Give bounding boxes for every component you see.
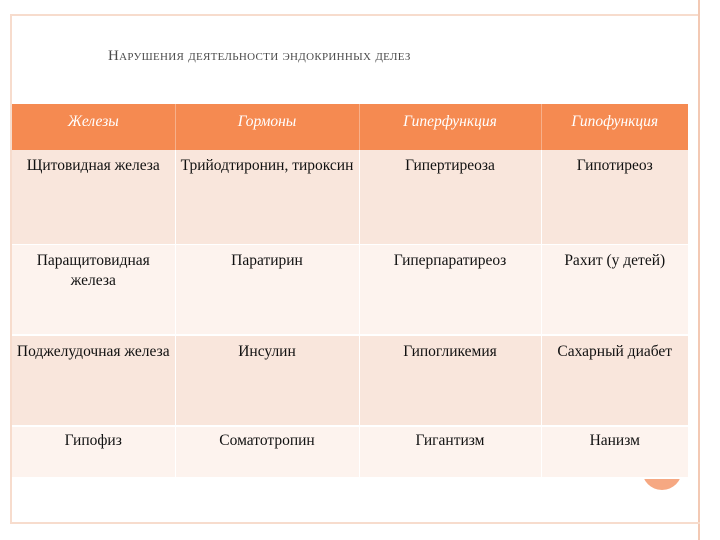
cell-hyperfunction: Гигантизм xyxy=(359,426,541,478)
cell-hyperfunction: Гиперпаратиреоз xyxy=(359,244,541,335)
table-header-row xyxy=(12,104,688,150)
cell-hypofunction: Нанизм xyxy=(541,426,688,478)
table-row xyxy=(12,335,688,426)
cell-hypofunction: Гипотиреоз xyxy=(541,150,688,244)
table-row xyxy=(12,150,688,244)
header-hormones: Гормоны xyxy=(175,104,359,150)
cell-hormone: Паратирин xyxy=(175,244,359,335)
cell-hypofunction: Сахарный диабет xyxy=(541,335,688,426)
frame-right-line xyxy=(698,0,700,540)
header-hyperfunction: Гиперфункция xyxy=(359,104,541,150)
table-row xyxy=(12,426,688,478)
frame-bottom-line xyxy=(10,522,700,524)
table-row xyxy=(12,244,688,335)
frame-top-line xyxy=(10,14,698,16)
cell-gland: Гипофиз xyxy=(12,426,175,478)
cell-gland: Щитовидная железа xyxy=(12,150,175,244)
header-hypofunction: Гипофункция xyxy=(541,104,688,150)
cell-gland: Паращитовидная железа xyxy=(12,244,175,335)
cell-hormone: Инсулин xyxy=(175,335,359,426)
cell-hormone: Трийодтиронин, тироксин xyxy=(175,150,359,244)
endocrine-table xyxy=(12,104,688,479)
cell-hormone: Соматотропин xyxy=(175,426,359,478)
cell-gland: Поджелудочная железа xyxy=(12,335,175,426)
cell-hypofunction: Рахит (у детей) xyxy=(541,244,688,335)
cell-hyperfunction: Гипертиреоза xyxy=(359,150,541,244)
header-glands: Железы xyxy=(12,104,175,150)
slide-title: Нарушения деятельности эндокринных делез xyxy=(108,48,411,64)
cell-hyperfunction: Гипогликемия xyxy=(359,335,541,426)
